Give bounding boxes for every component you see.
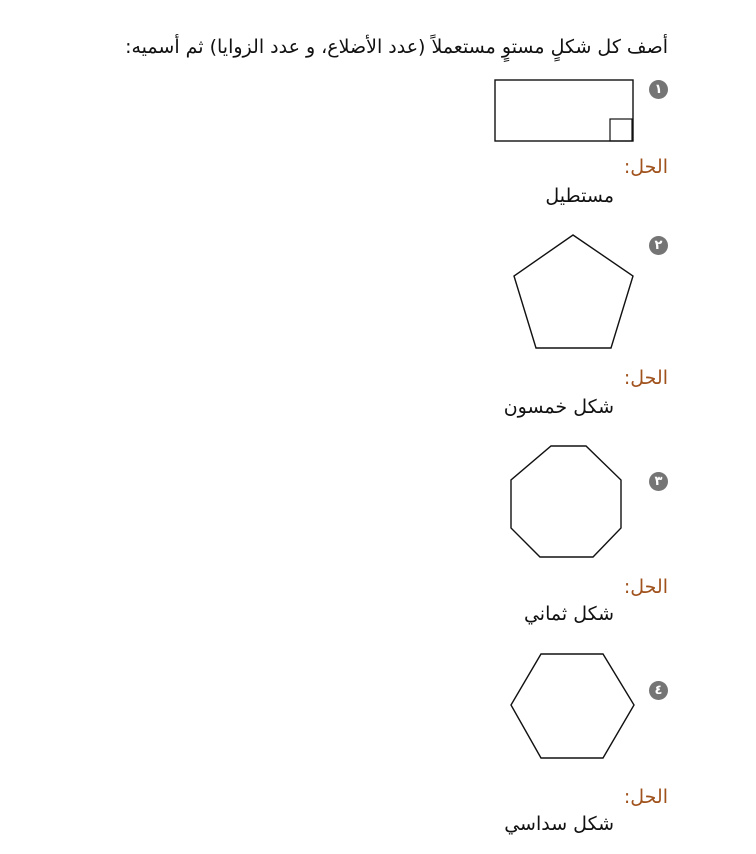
item-number-badge: ٣ — [649, 472, 668, 491]
solution-answer: شكل خمسون — [503, 396, 614, 418]
item-number-badge: ٤ — [649, 681, 668, 700]
solution-answer: مستطيل — [545, 185, 614, 207]
item-number-badge: ١ — [649, 80, 668, 99]
solution-label: الحل: — [623, 576, 668, 598]
solution-label: الحل: — [623, 786, 668, 808]
question-prompt: أصف كل شكلٍ مستوٍ مستعملاً (عدد الأضلاع، و عدد الزوايا) ثم أسميه: — [125, 36, 668, 58]
pentagon-figure — [510, 232, 638, 352]
solution-label: الحل: — [623, 156, 668, 178]
rectangle-figure — [494, 79, 634, 143]
solution-answer: شكل سداسي — [504, 813, 614, 835]
solution-answer: شكل ثماني — [523, 603, 614, 625]
octagon-figure — [506, 442, 628, 562]
solution-label: الحل: — [623, 367, 668, 389]
item-number-badge: ٢ — [649, 236, 668, 255]
hexagon-figure — [506, 651, 638, 763]
